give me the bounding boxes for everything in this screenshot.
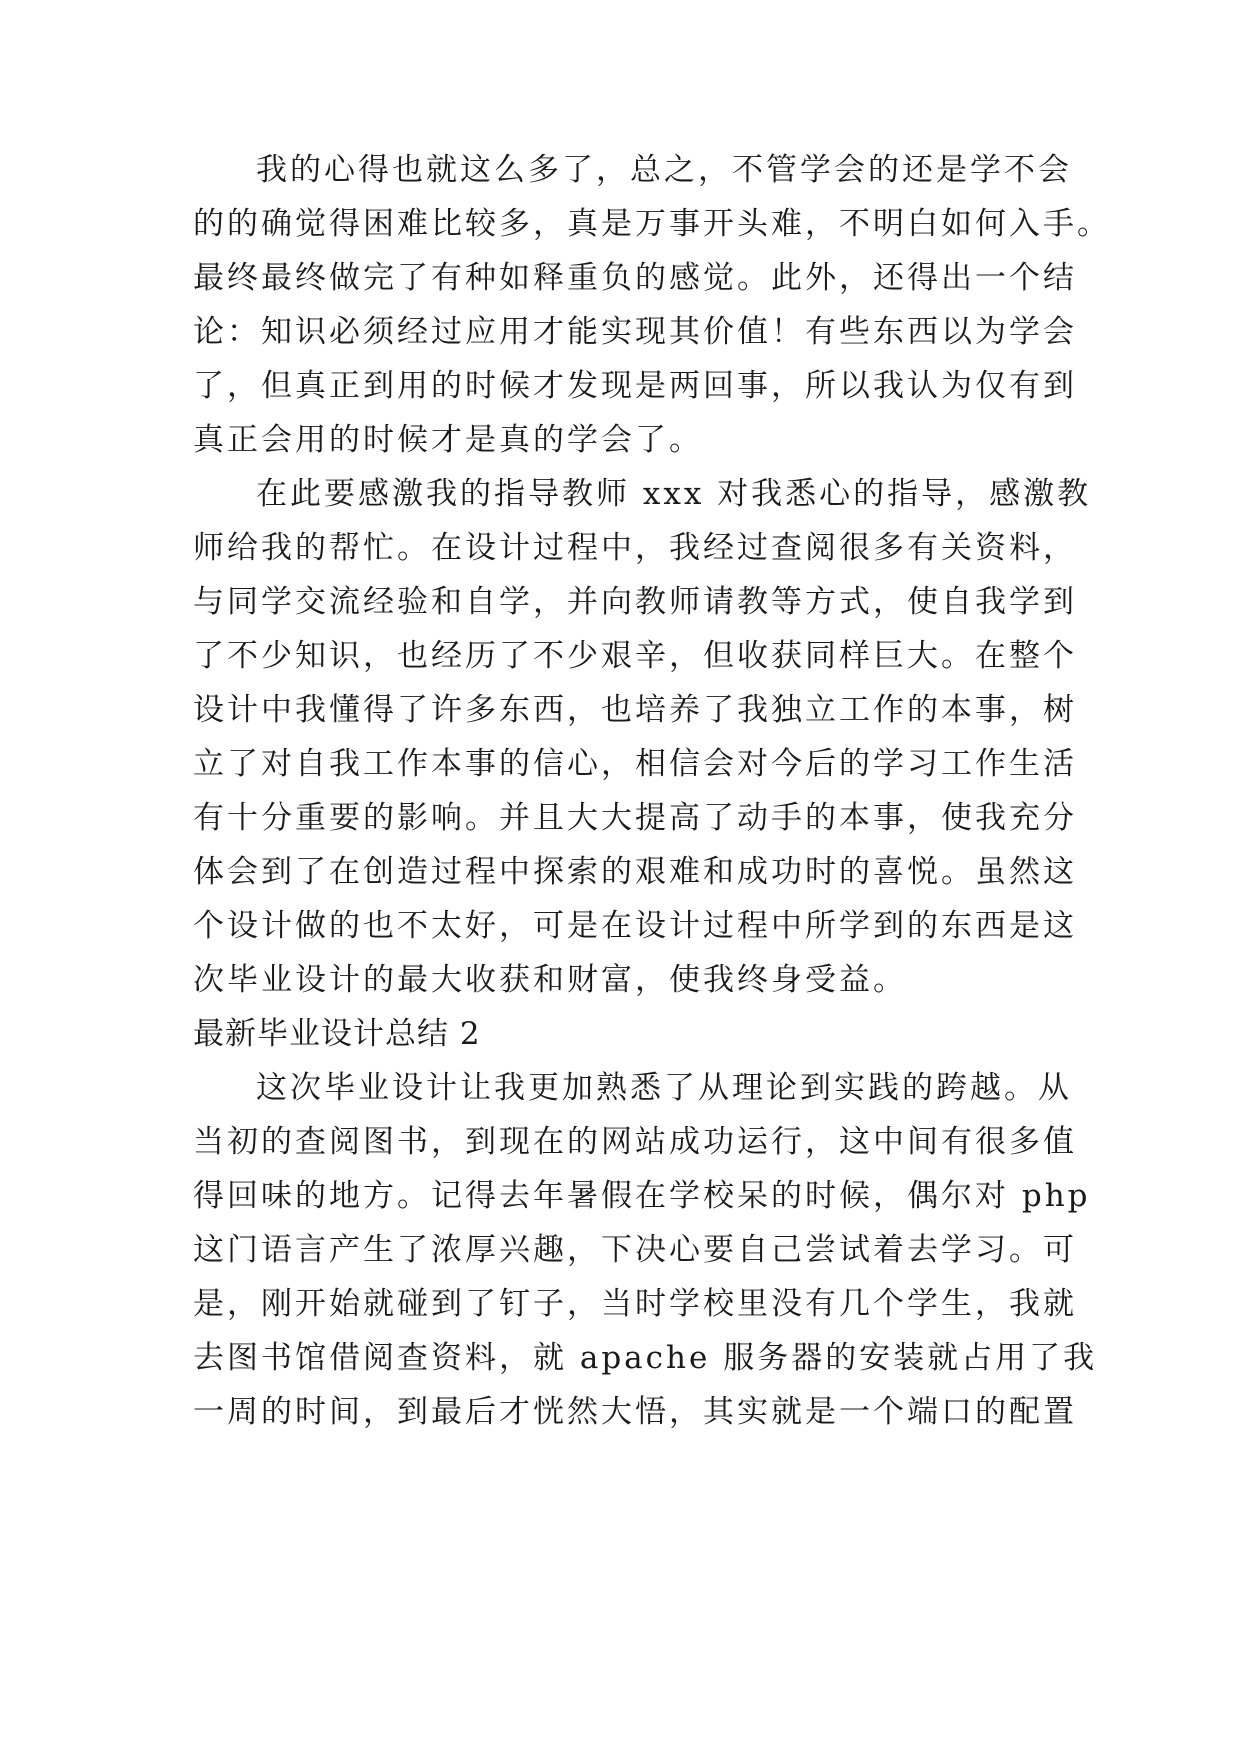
text-line: 立了对自我工作本事的信心，相信会对今后的学习工作生活 <box>193 746 1077 782</box>
text-line: 这次毕业设计让我更加熟悉了从理论到实践的跨越。从 <box>256 1070 1072 1106</box>
text-line: 与同学交流经验和自学，并向教师请教等方式，使自我学到 <box>193 584 1077 620</box>
text-line: 了不少知识，也经历了不少艰辛，但收获同样巨大。在整个 <box>193 638 1077 674</box>
text-line: 最终最终做完了有种如释重负的感觉。此外，还得出一个结 <box>193 260 1077 296</box>
text-line: 去图书馆借阅查资料，就 apache 服务器的安装就占用了我 <box>193 1340 1098 1376</box>
text-line: 我的心得也就这么多了，总之，不管学会的还是学不会 <box>256 152 1072 188</box>
text-line: 当初的查阅图书，到现在的网站成功运行，这中间有很多值 <box>193 1124 1077 1160</box>
text-line: 在此要感激我的指导教师 xxx 对我悉心的指导，感激教 <box>256 476 1092 512</box>
text-line: 这门语言产生了浓厚兴趣，下决心要自己尝试着去学习。可 <box>193 1232 1077 1268</box>
text-line: 是，刚开始就碰到了钉子，当时学校里没有几个学生，我就 <box>193 1286 1077 1322</box>
text-line: 次毕业设计的最大收获和财富，使我终身受益。 <box>193 962 907 998</box>
text-line: 有十分重要的影响。并且大大提高了动手的本事，使我充分 <box>193 800 1077 836</box>
text-line: 了，但真正到用的时候才发现是两回事，所以我认为仅有到 <box>193 368 1077 404</box>
text-line: 师给我的帮忙。在设计过程中，我经过查阅很多有关资料， <box>193 530 1077 566</box>
text-line: 个设计做的也不太好，可是在设计过程中所学到的东西是这 <box>193 908 1077 944</box>
text-line: 得回味的地方。记得去年暑假在学校呆的时候，偶尔对 php <box>193 1178 1091 1214</box>
text-line: 的的确觉得困难比较多，真是万事开头难，不明白如何入手。 <box>193 206 1111 242</box>
text-line: 论：知识必须经过应用才能实现其价值！有些东西以为学会 <box>193 314 1077 350</box>
text-line: 一周的时间，到最后才恍然大悟，其实就是一个端口的配置 <box>193 1394 1077 1430</box>
text-line: 体会到了在创造过程中探索的艰难和成功时的喜悦。虽然这 <box>193 854 1077 890</box>
section-heading: 最新毕业设计总结 2 <box>193 1016 481 1052</box>
text-line: 真正会用的时候才是真的学会了。 <box>193 422 703 458</box>
text-line: 设计中我懂得了许多东西，也培养了我独立工作的本事，树 <box>193 692 1077 728</box>
